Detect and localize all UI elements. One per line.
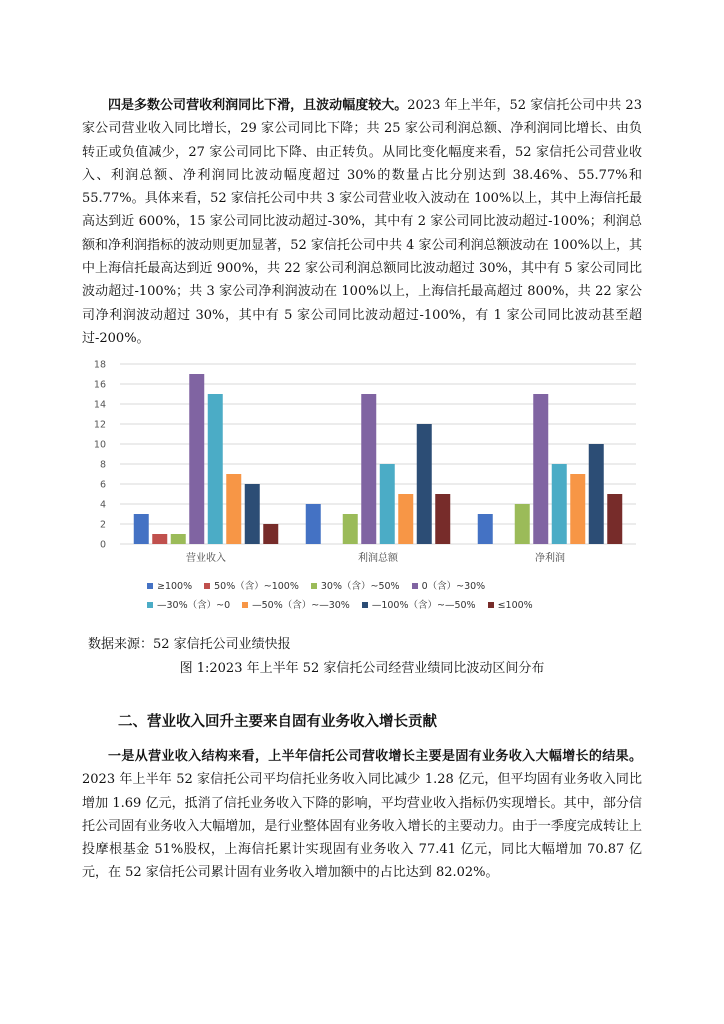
legend-label: —30%（含）~0 [157,600,231,611]
legend-swatch [147,583,153,589]
paragraph-lead: 四是多数公司营收利润同比下滑，且波动幅度较大。 [108,98,408,113]
bar [380,464,395,544]
bar [226,474,241,544]
legend-item [147,597,230,611]
paragraph-body: 2023 年上半年，52 家信托公司中共 23 家公司营业收入同比增长，29 家公司同比下降；共 25 家公司利润总额、净利润同比增长、由负转正或负值减少，27 家公司同比下降、由正转负。从同比变化幅度来看，52 家信托公司营业收入、利润总额、净利润同比波动幅度超过 30%的数量占比分别达到 38.46%、55.77%和 55.77%。具体来看，52 家信托公司中共 3 家公司营业收入波动在 100%以上，其中上海信托最高达到近 600%，15 家公司同比波动超过-30%，其中有 2 家公司同比波动超过-100%；利润总额和净利润指标的波动则更加显著，52 家信托公司中共 4 家公司利润总额波动在 100%以上，其中上海信托最高达到近 900%，共 22 家公司利润总额同比波动超过 30%，其中有 5 家公司同比波动超过-100%；共 3 家公司净利润波动在 100%以上，上海信托最高超过 800%，共 22 家公司净利润波动超过 30%，其中有 5 家公司同比波动超过-100%，有 1 家公司同比波动甚至超过-200%。 [82,98,642,346]
bar [152,534,167,544]
y-tick-label: 18 [93,359,106,371]
bar [343,514,358,544]
x-category-label: 利润总额 [358,553,398,563]
legend-item [412,578,486,592]
data-source-note: 数据来源：52 家信托公司业绩快报 [88,637,291,652]
y-tick-label: 6 [99,479,106,491]
legend-item [147,581,192,592]
bar [435,494,450,544]
legend-label: 30%（含）~50% [320,581,400,592]
bar [570,474,585,544]
section-heading: 二、营业收入回升主要来自固有业务收入增长贡献 [118,714,437,730]
legend-swatch [204,583,210,589]
legend-item [204,578,299,592]
legend-item [311,578,400,592]
bar [589,444,604,544]
y-tick-label: 14 [93,399,106,411]
legend-item [488,600,533,611]
y-tick-label: 2 [99,519,106,531]
x-category-label: 净利润 [535,553,565,563]
legend-swatch [362,602,368,608]
bar [417,424,432,544]
chart-bars [134,374,623,544]
x-axis-labels [186,551,565,563]
volatility-bar-chart [84,358,644,563]
bar [361,394,376,544]
bar [306,504,321,544]
chart-legend [147,578,587,616]
bar [263,524,278,544]
y-tick-label: 10 [93,439,106,451]
y-tick-label: 0 [99,539,106,551]
y-tick-label: 16 [93,379,106,391]
bar [245,484,260,544]
bar [533,394,548,544]
bar [552,464,567,544]
paragraph-revenue-structure [82,745,642,885]
y-tick-label: 8 [99,459,106,471]
legend-label: 0（含）~30% [421,581,486,592]
legend-item [242,597,350,611]
legend-swatch [311,583,317,589]
x-category-label: 营业收入 [186,553,226,563]
paragraph-body: 2023 年上半年 52 家信托公司平均信托业务收入同比减少 1.28 亿元，但平均固有业务收入同比增加 1.69 亿元，抵消了信托业务收入下降的影响，平均营业收入指标仍实现增长。其中，部分信托公司固有业务收入大幅增加，是行业整体固有业务收入增长的主要动力。由于一季度完成转让上投摩根基金 51%股权，上海信托累计实现固有业务收入 77.41 亿元，同比大幅增加 70.87 亿元，在 52 家信托公司累计固有业务收入增加额中的占比达到 82.02%。 [82,772,642,881]
y-axis-ticks [94,360,106,551]
bar [515,504,530,544]
paragraph-lead: 一是从营业收入结构来看，上半年信托公司营收增长主要是固有业务收入大幅增长的结果。 [108,749,642,764]
bar [189,374,204,544]
legend-label: —100%（含）~—50% [371,600,476,611]
legend-swatch [488,602,494,608]
bar [398,494,413,544]
legend-label: —50%（含）~—30% [252,600,350,611]
legend-label: 50%（含）~100% [214,581,299,592]
y-tick-label: 12 [93,419,106,431]
bar [171,534,186,544]
figure-caption: 图 1:2023 年上半年 52 家信托公司经营业绩同比波动区间分布 [179,661,545,676]
legend-label: ≤100% [497,600,533,611]
bar [478,514,493,544]
bar [134,514,149,544]
legend-swatch [147,602,153,608]
paragraph-performance [82,94,642,350]
legend-label: ≥100% [157,581,193,592]
y-tick-label: 4 [99,499,106,511]
legend-swatch [412,583,418,589]
bar [607,494,622,544]
bar [208,394,223,544]
legend-swatch [242,602,248,608]
legend-item [362,597,476,611]
